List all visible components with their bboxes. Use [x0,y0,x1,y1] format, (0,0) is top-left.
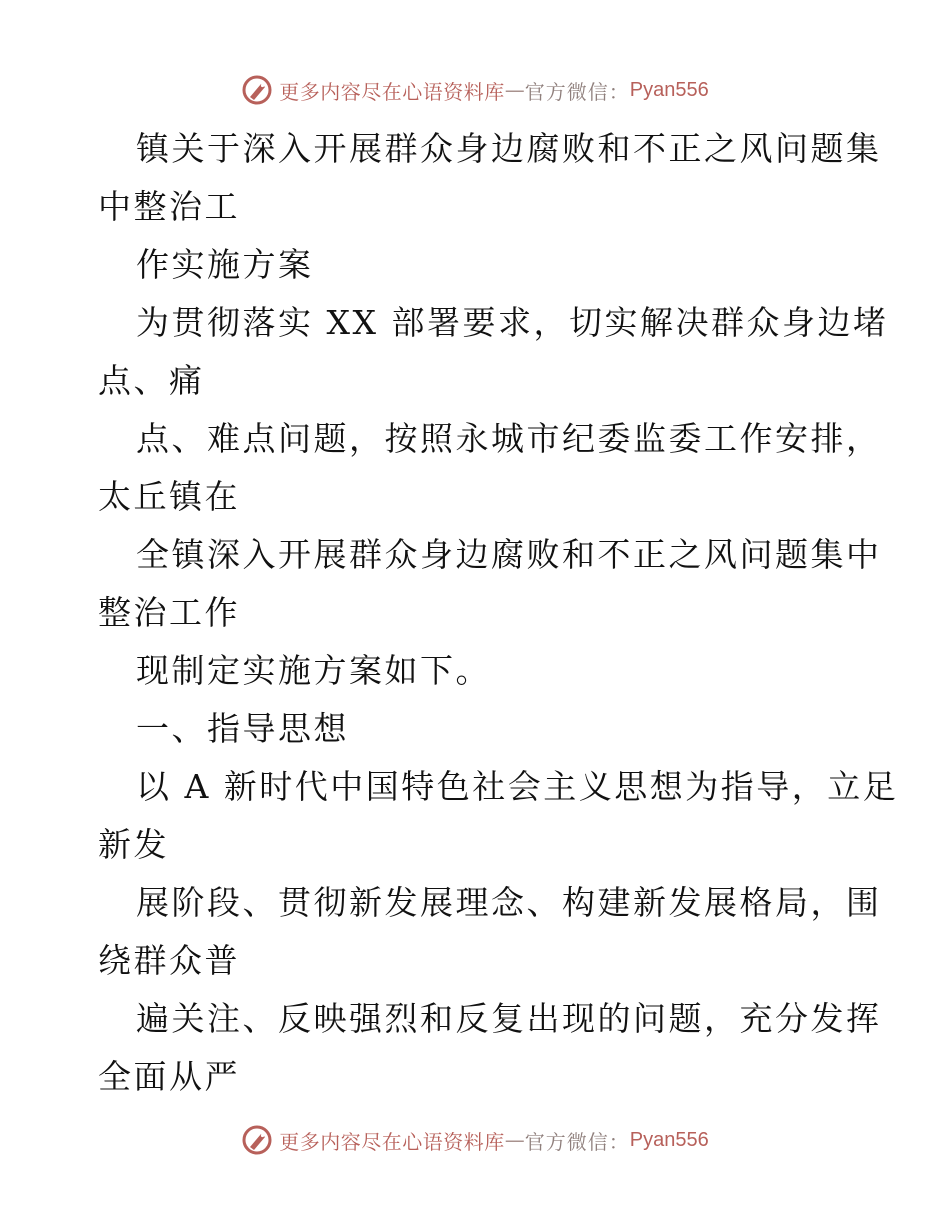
header-watermark-banner [0,70,950,110]
document-line: 中整治工 [98,187,240,226]
document-line: 遍关注、反映强烈和反复出现的问题，充分发挥 [136,999,882,1038]
footer-watermark-banner [0,1120,950,1160]
document-line: 绕群众普 [98,941,240,980]
banner-text: 更多内容尽在心语资料库 [279,1129,505,1154]
document-line: 全镇深入开展群众身边腐败和不正之风问题集中 [136,535,882,574]
document-line: 一、指导思想 [136,709,349,748]
document-line: 为贯彻落实 XX 部署要求，切实解决群众身边堵 [136,303,889,342]
document-line: 以 A 新时代中国特色社会主义思想为指导，立足 [136,767,899,806]
document-line: 整治工作 [98,593,240,632]
banner-wechat-id: Pyan556 [629,78,709,101]
banner-wechat-label: 官方微信： [524,79,630,104]
banner-wechat-label: 官方微信： [524,1129,630,1154]
document-line: 点、难点问题，按照永城市纪委监委工作安排， [136,419,882,458]
document-line: 现制定实施方案如下。 [136,651,491,690]
document-line: 作实施方案 [136,245,314,284]
pen-nib-logo-icon [241,1124,273,1156]
banner-wechat-id: Pyan556 [629,1128,709,1151]
document-line: 点、痛 [98,361,205,400]
document-line: 新发 [98,825,169,864]
document-body [98,120,899,1106]
document-line: 太丘镇在 [98,477,240,516]
banner-separator: — [504,1128,525,1152]
banner-text: 更多内容尽在心语资料库 [279,79,505,104]
document-line: 全面从严 [98,1057,240,1096]
document-line: 展阶段、贯彻新发展理念、构建新发展格局，围 [136,883,882,922]
document-line: 镇关于深入开展群众身边腐败和不正之风问题集 [136,129,882,168]
banner-separator: — [504,78,525,102]
pen-nib-logo-icon [241,74,273,106]
